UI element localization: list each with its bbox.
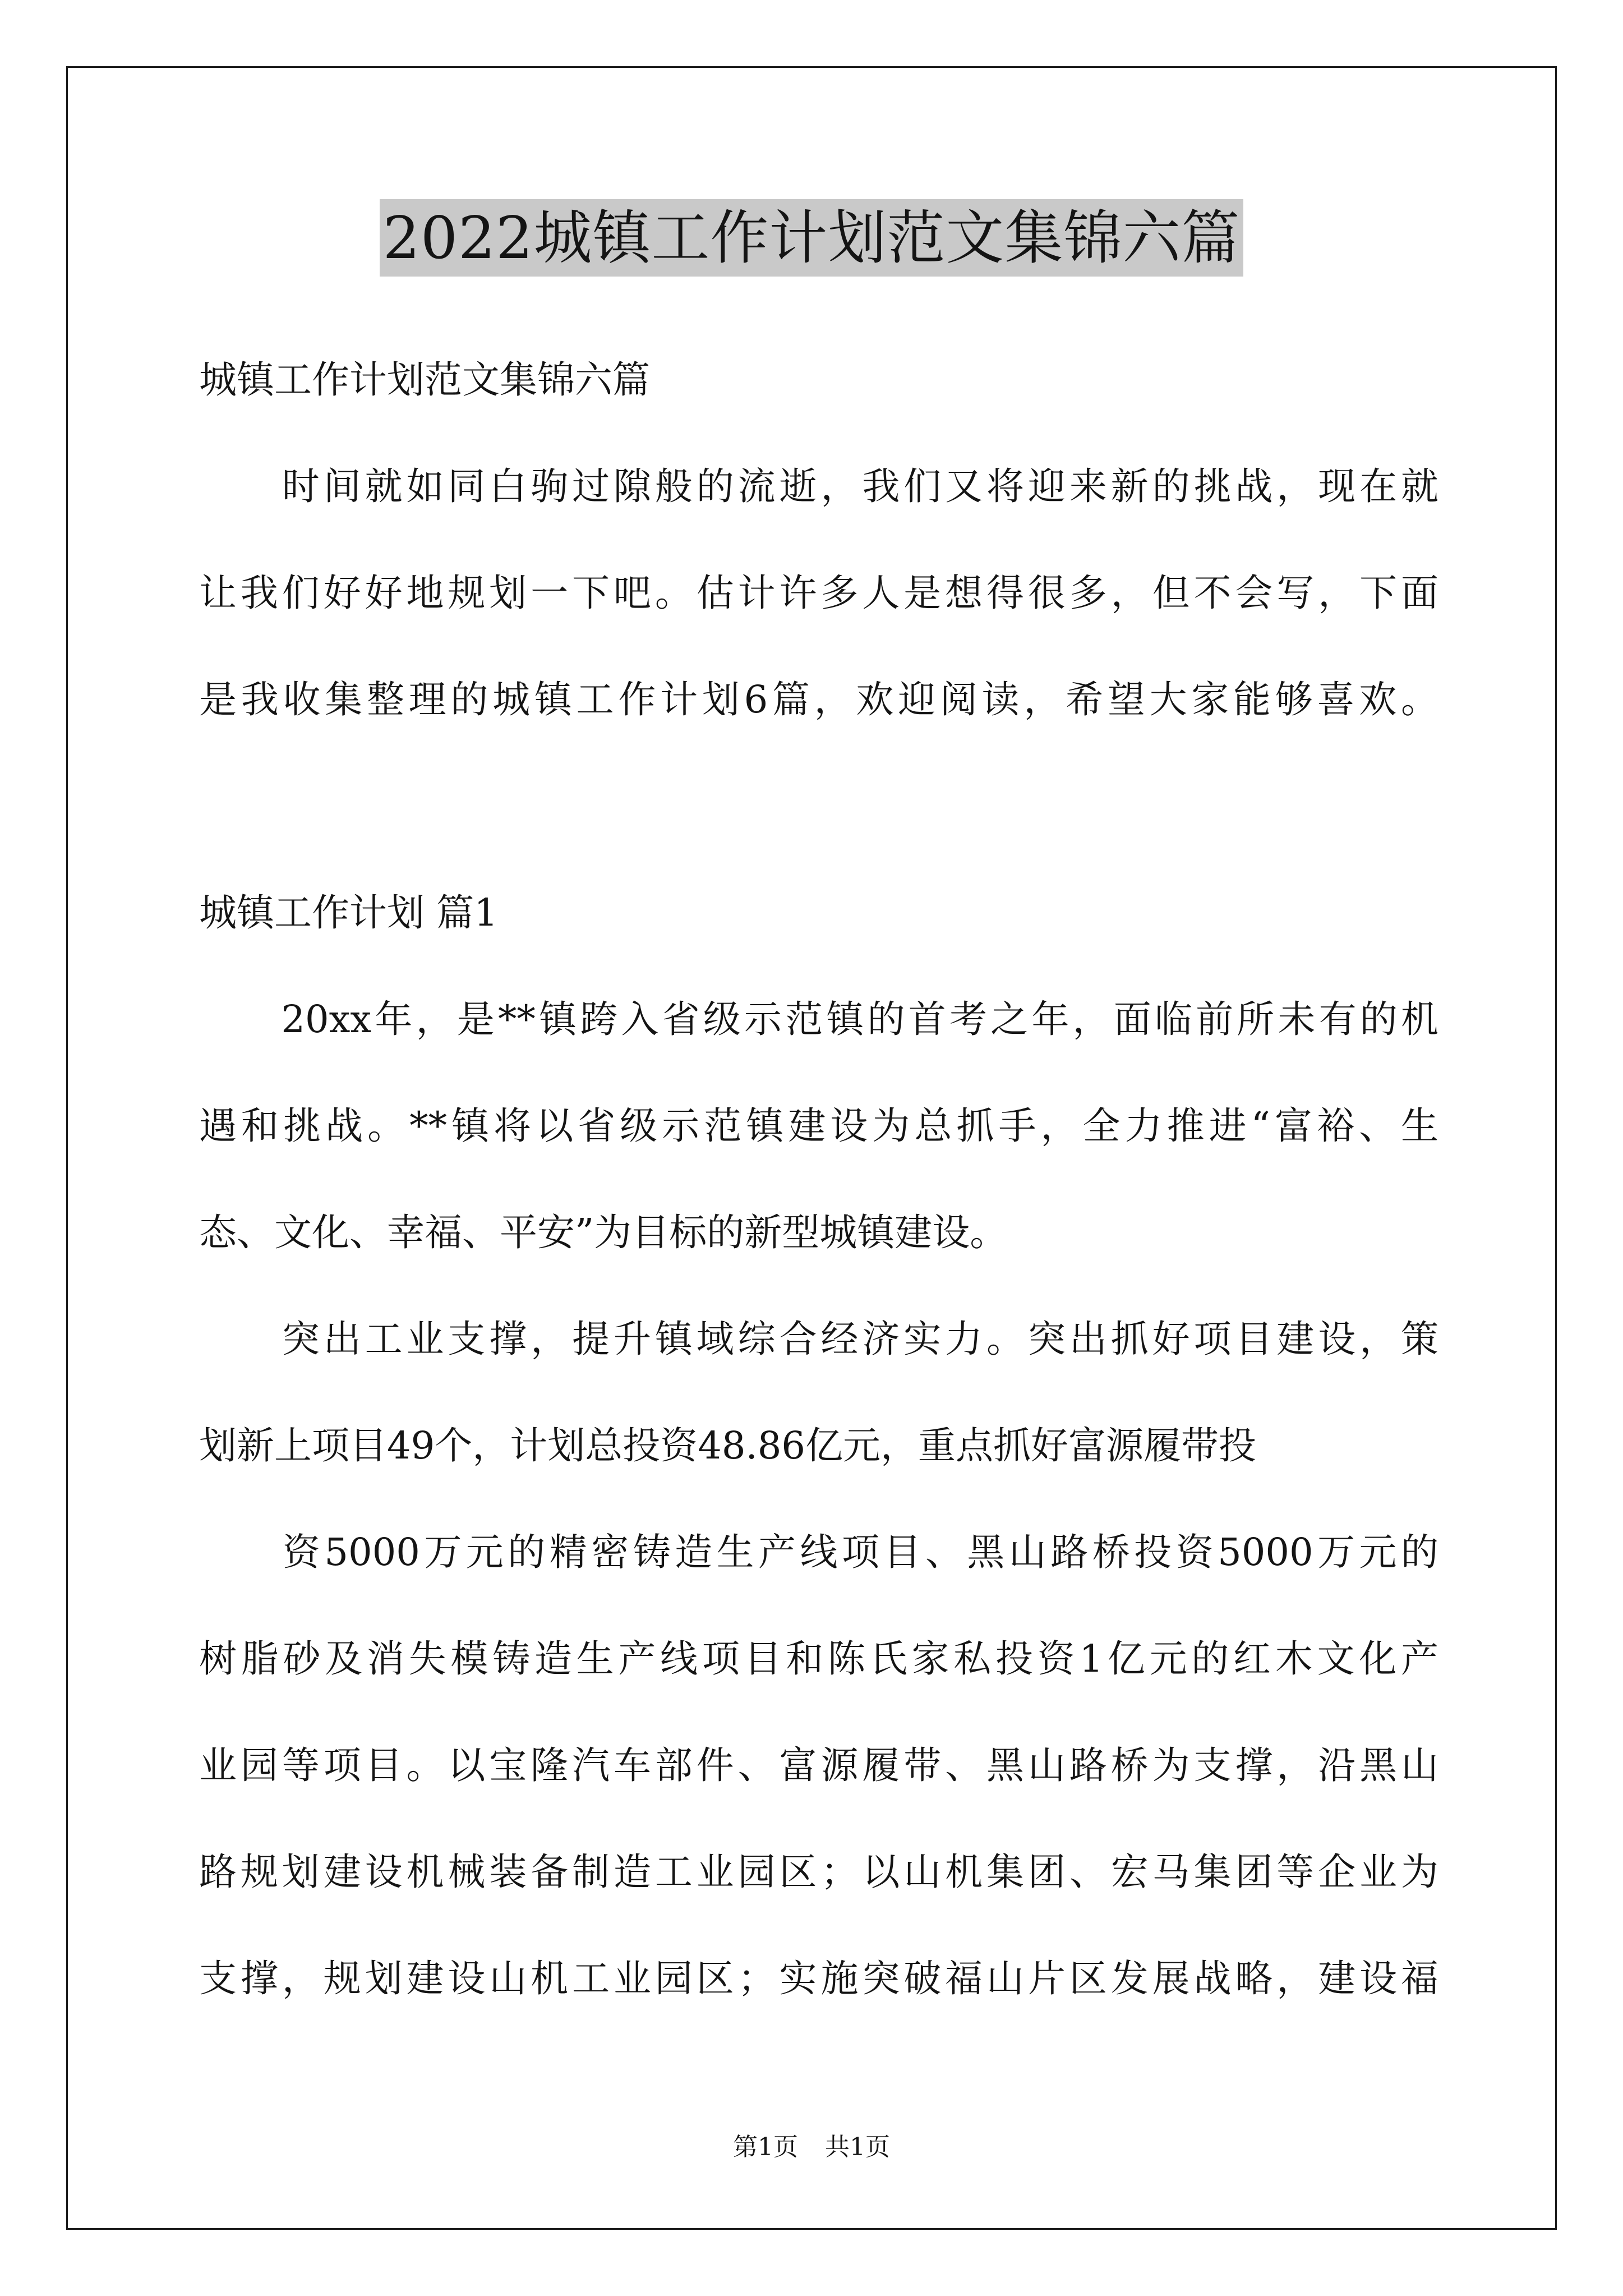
paragraph-1-line-2: 遇和挑战。**镇将以省级示范镇建设为总抓手，全力推进“富裕、生 <box>199 1104 1438 1148</box>
paragraph-3-line-2: 树脂砂及消失模铸造生产线项目和陈氏家私投资1亿元的红木文化产 <box>199 1637 1438 1681</box>
intro-line-2: 让我们好好地规划一下吧。估计许多人是想得很多，但不会写，下面 <box>199 571 1438 615</box>
page-number-total: 共1页 <box>825 2133 890 2161</box>
paragraph-1-line-3: 态、文化、幸福、平安”为目标的新型城镇建设。 <box>199 1211 1008 1254</box>
document-subtitle: 城镇工作计划范文集锦六篇 <box>199 358 650 402</box>
paragraph-2-line-1: 突出工业支撑，提升镇域综合经济实力。突出抓好项目建设，策 <box>199 1317 1438 1361</box>
paragraph-3-line-1: 资5000万元的精密铸造生产线项目、黑山路桥投资5000万元的 <box>199 1530 1438 1574</box>
paragraph-3-line-5: 支撑，规划建设山机工业园区；实施突破福山片区发展战略，建设福 <box>199 1957 1438 2000</box>
paragraph-1-line-1: 20xx年，是**镇跨入省级示范镇的首考之年，面临前所未有的机 <box>199 997 1438 1041</box>
intro-line-3: 是我收集整理的城镇工作计划6篇，欢迎阅读，希望大家能够喜欢。 <box>199 678 1438 721</box>
page-number-current: 第1页 <box>733 2133 798 2161</box>
section-heading: 城镇工作计划 篇1 <box>199 891 498 935</box>
paragraph-2-line-2: 划新上项目49个，计划总投资48.86亿元，重点抓好富源履带投 <box>199 1424 1257 1467</box>
paragraph-3-line-4: 路规划建设机械装备制造工业园区；以山机集团、宏马集团等企业为 <box>199 1850 1438 1894</box>
title-block <box>0 199 1623 277</box>
intro-line-1: 时间就如同白驹过隙般的流逝，我们又将迎来新的挑战，现在就 <box>199 464 1438 508</box>
page-footer <box>0 2131 1623 2164</box>
document-title: 2022城镇工作计划范文集锦六篇 <box>380 199 1244 277</box>
paragraph-3-line-3: 业园等项目。以宝隆汽车部件、富源履带、黑山路桥为支撑，沿黑山 <box>199 1743 1438 1787</box>
